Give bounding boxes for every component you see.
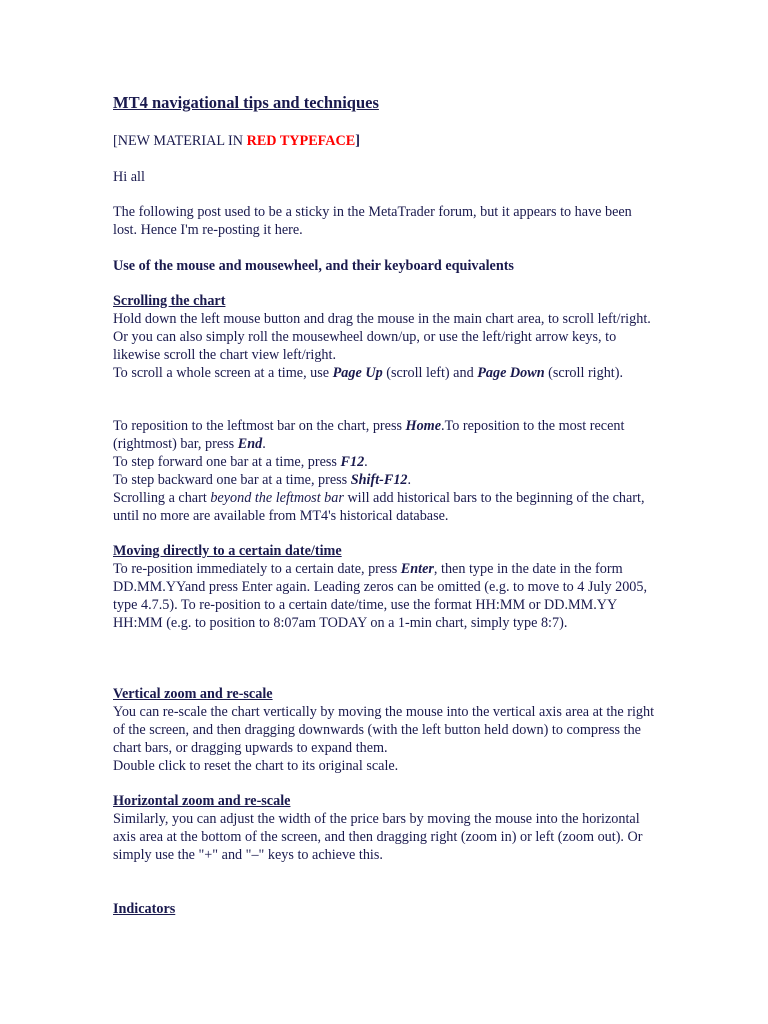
text: , then type in the date in the form DD.MM.YYand press Enter again. Leading zeros can be omitted (e.g. to move to 4 July 2005, type 4.7.5). To re-position to a certain date/time, use the format HH:MM or DD.MM.YY HH:MM (e.g. to position to 8:07am TODAY on a 1-min chart, simply type 8:7).	[113, 561, 648, 631]
text: .	[262, 436, 266, 452]
scrolling-para-1: Hold down the left mouse button and drag the mouse in the main chart area, to scroll left/right.	[113, 311, 651, 327]
italic-phrase: beyond the leftmost bar	[210, 490, 344, 506]
text: .	[407, 472, 412, 488]
key-f12: F12	[340, 454, 365, 470]
text: To scroll a whole screen at a time, use	[113, 365, 333, 381]
notice-open: [NEW MATERIAL IN	[113, 133, 247, 149]
step-forward-para	[113, 453, 658, 471]
vertical-zoom-para-1: You can re-scale the chart vertically by moving the mouse into the vertical axis area at the right of the screen, and then dragging downwards (with the left button held down) to compress the chart bars, or dragging upwards to expand them.	[113, 704, 655, 756]
key-enter: Enter	[400, 561, 434, 577]
notice-red-text: RED TYPEFACE	[246, 133, 356, 149]
text: To step backward one bar at a time, press	[113, 472, 351, 488]
key-shift-f12: Shift-F12	[350, 472, 408, 488]
text: .To reposition to the most recent (rightmost) bar, press	[113, 418, 625, 452]
key-home: Home	[405, 418, 442, 434]
horizontal-zoom-heading: Horizontal zoom and re-scale	[113, 793, 291, 809]
reposition-para	[113, 417, 658, 453]
vertical-zoom-para-2: Double click to reset the chart to its original scale.	[113, 758, 399, 774]
document-title: MT4 navigational tips and techniques	[113, 93, 379, 112]
new-material-notice	[113, 132, 658, 150]
mouse-section-heading: Use of the mouse and mousewheel, and their keyboard equivalents	[113, 258, 514, 274]
greeting: Hi all	[113, 169, 145, 185]
vertical-zoom-heading: Vertical zoom and re-scale	[113, 686, 273, 702]
step-backward-para	[113, 471, 658, 489]
key-page-down: Page Down	[477, 365, 545, 381]
reposition-body	[113, 417, 658, 525]
horizontal-zoom-para: Similarly, you can adjust the width of the price bars by moving the mouse into the horizontal axis area at the bottom of the screen, and then dragging right (zoom in) or left (zoom out). Or simply use the "+" and "–" keys to achieve this.	[113, 811, 643, 863]
scrolling-body	[113, 310, 658, 382]
indicators-heading: Indicators	[113, 901, 176, 917]
moving-para	[113, 560, 658, 632]
scrolling-para-3	[113, 364, 658, 382]
text: To re-position immediately to a certain date, press	[113, 561, 401, 577]
text: Scrolling a chart	[113, 490, 211, 506]
text: will add historical bars to the beginning of the chart, until no more are available from MT4's historical database.	[113, 490, 645, 524]
intro-paragraph: The following post used to be a sticky in the MetaTrader forum, but it appears to have been lost. Hence I'm re-posting it here.	[113, 204, 632, 238]
text: To step forward one bar at a time, press	[113, 454, 341, 470]
scrolling-para-2: Or you can also simply roll the mousewheel down/up, or use the left/right arrow keys, to likewise scroll the chart view left/right.	[113, 329, 617, 363]
text: To reposition to the leftmost bar on the chart, press	[113, 418, 406, 434]
notice-close: ]	[355, 133, 360, 149]
moving-heading: Moving directly to a certain date/time	[113, 543, 342, 559]
text: (scroll right).	[544, 365, 624, 381]
scrolling-heading: Scrolling the chart	[113, 293, 226, 309]
vertical-zoom-body	[113, 703, 658, 775]
text: (scroll left) and	[382, 365, 478, 381]
key-end: End	[237, 436, 263, 452]
text: .	[364, 454, 368, 470]
key-page-up: Page Up	[332, 365, 383, 381]
historical-bars-para	[113, 489, 658, 525]
